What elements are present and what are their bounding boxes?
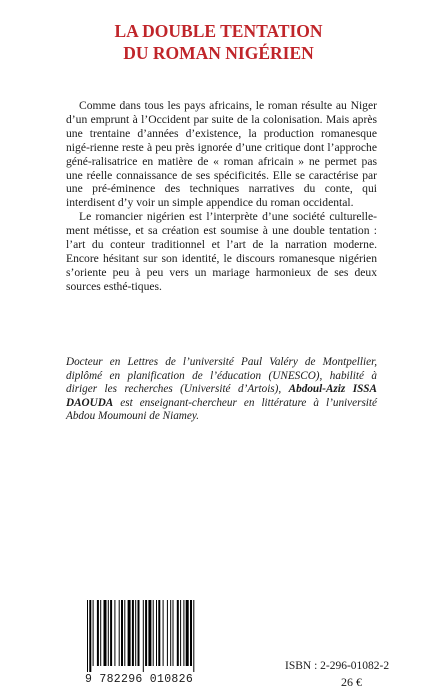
barcode-bar — [104, 600, 107, 666]
barcode-bar — [190, 600, 192, 666]
barcode-bar — [132, 600, 134, 666]
barcode-bars — [85, 600, 235, 672]
barcode-bar — [135, 600, 136, 666]
barcode-bar — [97, 600, 99, 666]
summary-text — [66, 99, 377, 294]
author-name: Abdoul-Aziz ISSA DAOUDA — [66, 383, 377, 409]
barcode-bar — [100, 600, 101, 666]
barcode-bar — [108, 600, 109, 666]
price: 26 € — [341, 675, 362, 689]
author-bio-paragraph — [66, 356, 377, 424]
barcode-bar — [119, 600, 120, 666]
author-bio-after-name: est enseignant-chercheur en littérature à l’université Abdou Moumouni de Niamey. — [66, 396, 377, 423]
barcode-bar — [124, 600, 125, 666]
summary-paragraph-1: Comme dans tous les pays africains, le roman résulte au Niger d’un emprunt à l’Occident par suite de la colonisation. Mais après une trentaine d’années d’existence, la production romanesque nigé-rienne reste à peu près ignorée d’une critique dont l’approche géné-ralisatrice en matière de « roman africain » ne permet pas une réelle connaissance de ses spécificités. Elle se caractérise par une pré-éminence des techniques narratives du conte, qui interdisent d’y voir un simple appendice du roman occidental. — [66, 99, 377, 210]
barcode-bar — [110, 600, 112, 666]
barcode-bar — [167, 600, 168, 666]
barcode-bar — [163, 600, 164, 666]
barcode-bar — [183, 600, 184, 666]
barcode-bar — [177, 600, 179, 666]
title-line-1: LA DOUBLE TENTATION — [114, 21, 323, 41]
author-bio — [66, 356, 377, 424]
author-bio-before-name: Docteur en Lettres de l’université Paul Valéry de Montpellier, diplômé en planification de l’éducation (UNESCO), habilité à diriger les recherches (Université d’Artois), — [66, 356, 377, 396]
barcode-bar — [87, 600, 88, 672]
barcode-bar — [145, 600, 147, 666]
barcode-bar — [180, 600, 181, 666]
barcode-bar — [186, 600, 189, 666]
barcode-bar — [143, 600, 144, 672]
barcode-bar — [121, 600, 123, 666]
barcode-bar — [138, 600, 140, 666]
barcode-bar — [170, 600, 171, 666]
barcode-bar — [153, 600, 154, 666]
barcode-bar — [193, 600, 194, 672]
barcode-bar — [156, 600, 157, 666]
barcode-bar — [114, 600, 115, 666]
isbn-number: ISBN : 2-296-01082-2 — [285, 660, 390, 672]
book-title — [0, 20, 437, 64]
summary-paragraph-2: Le romancier nigérien est l’interprète d’une société culturelle-ment métisse, et sa création est soumise à une double tentation : l’art du conteur traditionnel et l’art de la narration moderne. Encore hésitant sur son identité, le discours romanesque nigérien s’oriente peu à peu vers un mariage harmonieux de ses deux sources esthé-tiques. — [66, 210, 377, 293]
barcode-digits: 9 782296 010826 — [85, 673, 194, 686]
barcode-bar — [173, 600, 174, 666]
barcode-bar — [158, 600, 160, 666]
barcode-bar — [148, 600, 151, 666]
title-line-2: DU ROMAN NIGÉRIEN — [123, 43, 314, 63]
barcode-bar — [93, 600, 94, 666]
barcode-bar — [89, 600, 91, 672]
barcode-bar — [128, 600, 131, 666]
